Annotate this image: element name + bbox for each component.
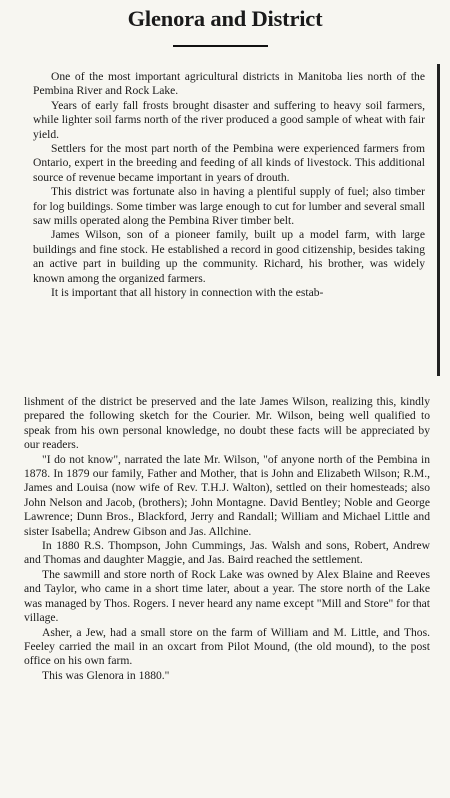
paragraph: James Wilson, son of a pioneer family, built up a model farm, with large buildings and fine stock. He established a record in good citizenship, besides taking an active part in building up the community. Richard, his brother, was widely known among the organized farmers. — [33, 228, 425, 285]
paragraph: "I do not know", narrated the late Mr. Wilson, "of anyone north of the Pembina in 1878. In 1879 our family, Father and Mother, that is John and Elizabeth Wilson; R.M., James and Louisa (now wife of Rev. T.H.J. Walton), settled on their homesteads; also John Nelson and Jacob, (brothers); John Montagne. David Bentley; Noble and George Lawrence; Dunn Bros., Blackford, Jerry and Randall; William and Michael Little and sister Isabella; Andrew Gibson and Jas. Allchine. — [24, 452, 430, 538]
paragraph: In 1880 R.S. Thompson, John Cummings, Jas. Walsh and sons, Robert, Andrew and Thomas and daughter Maggie, and Jas. Baird reached the settlement. — [24, 539, 430, 567]
paragraph: This was Glenora in 1880." — [42, 668, 170, 682]
paragraph: This district was fortunate also in having a plentiful supply of fuel; also timber for log buildings. Some timber was large enough to cut for lumber and several small saw mills operated along the Pembina River timber belt. — [33, 185, 425, 228]
paragraph: The sawmill and store north of Rock Lake was owned by Alex Blaine and Reeves and Taylor, who came in a short time later, about a year. The store north of the Lake was managed by Thos. Rogers. I never heard any name except "Mill and Store" for that village. — [24, 567, 430, 625]
article-title: Glenora and District — [127, 6, 323, 31]
column-upper — [33, 70, 425, 301]
title-rule — [173, 45, 268, 47]
paragraph: It is important that all history in connection with the estab- — [51, 286, 324, 300]
paragraph: Years of early fall frosts brought disaster and suffering to heavy soil farmers, while lighter soil farms north of the river produced a good sample of wheat with fair yield. — [33, 98, 425, 141]
paragraph-continuation: lishment of the district be preserved and the late James Wilson, realizing this, kindly prepared the following sketch for the Courier. Mr. Wilson, being well qualified to speak from his own personal knowledge, no doubt these facts will be appreciated by our readers. — [24, 395, 430, 452]
paragraph: Settlers for the most part north of the Pembina were experienced farmers from Ontario, expert in the breeding and feeding of all kinds of livestock. This additional source of revenue became important in years of drouth. — [33, 142, 425, 184]
column-rule — [437, 64, 440, 376]
column-lower — [24, 395, 430, 683]
paragraph: Asher, a Jew, had a small store on the farm of William and M. Little, and Thos. Feeley carried the mail in an oxcart from Pilot Mound, (the old mound), to the post office on his own farm. — [24, 625, 430, 668]
paragraph: One of the most important agricultural districts in Manitoba lies north of the Pembina River and Rock Lake. — [33, 70, 425, 98]
